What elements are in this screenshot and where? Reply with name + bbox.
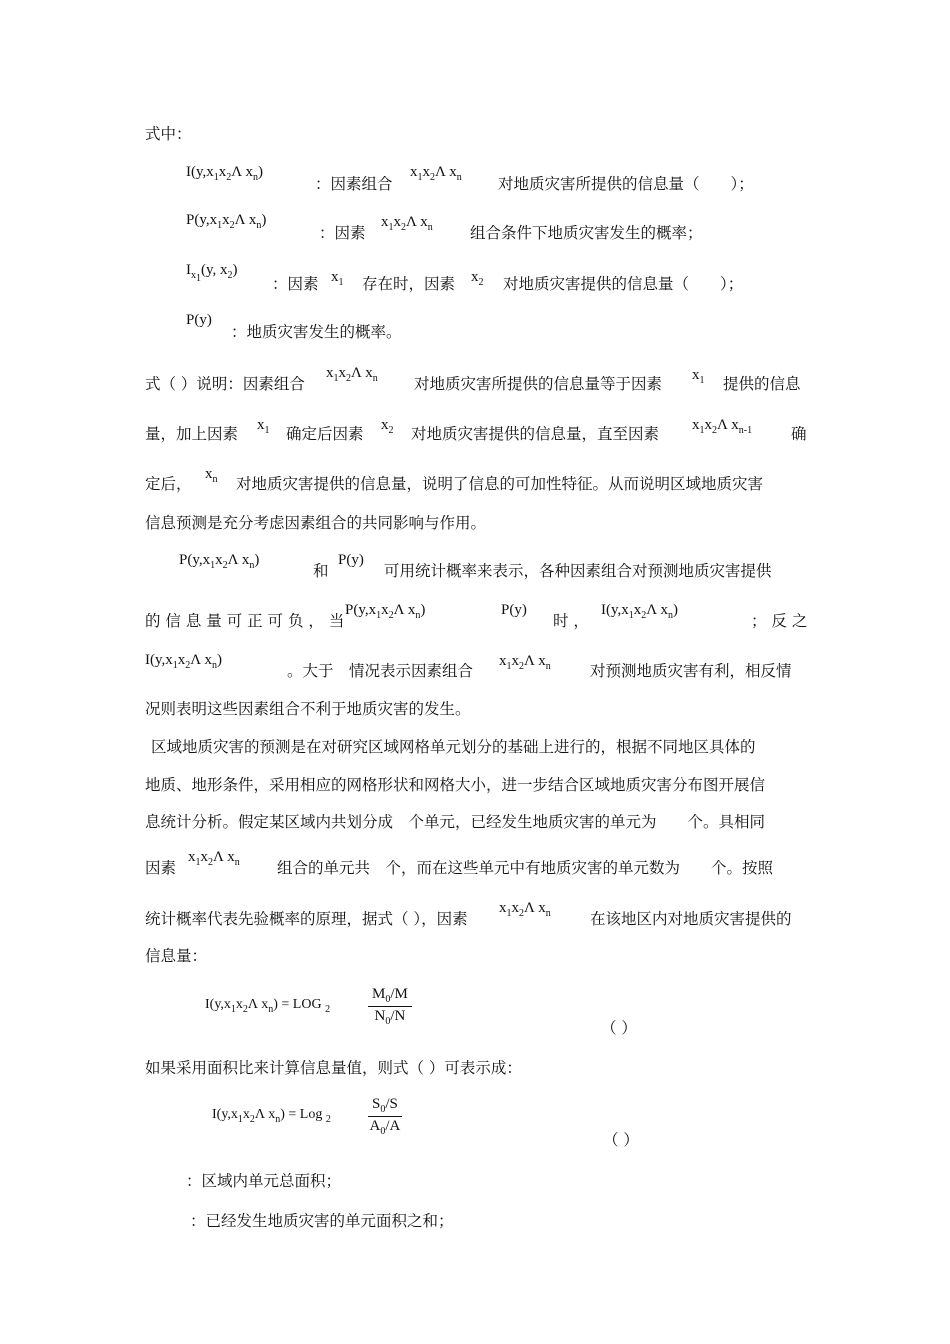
formula-x-combo: $x_1x_2\Lambda$ $x_n$ xyxy=(499,653,551,672)
text-line: 式（ ）说明：因素组合 xyxy=(145,375,305,393)
text-line: 。大于 情况表示因素组合 xyxy=(287,662,474,680)
text-line: ：地质灾害发生的概率。 xyxy=(231,323,402,341)
text-line: 组合的单元共 个，而在这些单元中有地质灾害的单元数为 个。按照 xyxy=(277,859,774,877)
text-line: ：区域内单元总面积； xyxy=(186,1172,342,1190)
formula-x-combo: $x_1x_2\Lambda$ $x_n$ xyxy=(188,849,240,868)
formula-P-y: P(y) xyxy=(338,552,364,568)
text-line: 量，加上因素 xyxy=(145,425,239,443)
text-line: 信息预测是充分考虑因素组合的共同影响与作用。 xyxy=(145,514,487,532)
text-line: 况则表明这些因素组合不利于地质灾害的发生。 xyxy=(145,700,471,718)
formula-P-y: P(y) xyxy=(501,602,527,618)
text-line: 和 xyxy=(313,562,329,580)
text-line: 地质、地形条件，采用相应的网格形状和网格大小，进一步结合区域地质灾害分布图开展信 xyxy=(145,776,766,794)
text-line: 存在时，因素 xyxy=(362,275,456,293)
formula-P-y-x: $P(y,x_1x_2\Lambda$ $x_n$) xyxy=(345,602,426,621)
formula-x2: $x_2$ xyxy=(381,417,394,436)
formula-x1: $x_1$ xyxy=(331,269,344,288)
formula-x1: $x_1$ xyxy=(257,417,270,436)
formula-x-combo: $x_1x_2\Lambda$ $x_n$ xyxy=(499,900,551,919)
text-line: 对地质灾害所提供的信息量等于因素 xyxy=(414,375,663,393)
formula-x-combo: $x_1x_2\Lambda$ $x_n$ xyxy=(410,164,462,183)
text-line: 对地质灾害提供的信息量，说明了信息的可加性特征。从而说明区域地质灾害 xyxy=(236,475,764,493)
text-line: 确 xyxy=(791,425,807,443)
formula-I-y-x: $I(y,x_1x_2\Lambda$ $x_n$) xyxy=(601,602,679,621)
text-line: 可用统计概率来表示，各种因素组合对预测地质灾害提供 xyxy=(384,562,772,580)
text-line: 定后， xyxy=(145,475,192,493)
text-line: ：已经发生地质灾害的单元面积之和； xyxy=(190,1212,454,1230)
text-line: ； 反 之 xyxy=(751,612,808,630)
text-line: 因素 xyxy=(145,859,177,877)
formula-I-y-x: $I(y,x_1x_2\Lambda$ $x_n$) xyxy=(186,164,264,183)
text-line: 组合条件下地质灾害发生的概率； xyxy=(470,224,703,242)
text-line: 信息量： xyxy=(145,947,208,965)
text-line: ：因素 xyxy=(272,275,319,293)
equation-2-fraction: $\frac{S_0/S}{A_0/A}$ xyxy=(369,1096,401,1137)
text-line: 对预测地质灾害有利，相反情 xyxy=(590,662,792,680)
formula-P-y: P(y) xyxy=(186,312,212,328)
text-line: 式中： xyxy=(145,125,192,143)
formula-P-y-x: $P(y,x_1x_2\Lambda$ $x_n$) xyxy=(186,212,267,231)
text-line: 息统计分析。假定某区域内共划分成 个单元，已经发生地质灾害的单元为 个。具相同 xyxy=(145,813,766,831)
text-line: 对地质灾害提供的信息量，直至因素 xyxy=(411,425,660,443)
equation-number: （ ） xyxy=(603,1131,639,1149)
text-line: ：因素组合 xyxy=(315,175,393,193)
equation-2-lhs: $I(y,x_1x_2\Lambda$ $x_n$) = Log $_2$ xyxy=(212,1107,331,1125)
text-line: 对地质灾害所提供的信息量（ ）； xyxy=(498,175,754,193)
formula-xn: $x_n$ xyxy=(205,466,218,485)
text-line: 时 ， xyxy=(553,612,589,630)
text-line: 统计概率代表先验概率的原理，据式（ ），因素 xyxy=(145,910,468,928)
text-line: 如果采用面积比来计算信息量值，则式（ ）可表示成： xyxy=(145,1059,522,1077)
formula-I-y-x: $I(y,x_1x_2\Lambda$ $x_n$) xyxy=(145,652,223,671)
text-line: 在该地区内对地质灾害提供的 xyxy=(590,910,792,928)
text-line: 区域地质灾害的预测是在对研究区域网格单元划分的基础上进行的，根据不同地区具体的 xyxy=(151,738,756,756)
text-line: 提供的信息 xyxy=(723,375,801,393)
formula-x-combo: $x_1x_2\Lambda$ $x_n$ xyxy=(381,214,433,233)
equation-1-lhs: $I(y,x_1x_2\Lambda$ $x_n$) = LOG $_2$ xyxy=(205,997,331,1015)
formula-x-combo-n-1: $x_1x_2\Lambda$ $x_{n-1}$ xyxy=(692,417,753,436)
formula-P-y-x: $P(y,x_1x_2\Lambda$ $x_n$) xyxy=(179,552,260,571)
formula-x2: $x_2$ xyxy=(471,269,484,288)
text-line: 对地质灾害提供的信息量（ ）； xyxy=(503,275,744,293)
text-line: ：因素 xyxy=(319,224,366,242)
formula-x-combo: $x_1x_2\Lambda$ $x_n$ xyxy=(326,365,378,384)
equation-number: （ ） xyxy=(601,1019,637,1037)
formula-I-x1: $I_{x_1}(y$, $x_2$) xyxy=(186,262,238,284)
text-line: 的 信 息 量 可 正 可 负 ， 当 xyxy=(145,612,345,630)
equation-1-fraction: $\frac{M_0/M}{N_0/N}$ xyxy=(368,986,412,1027)
formula-x1: $x_1$ xyxy=(692,367,705,386)
text-line: 确定后因素 xyxy=(286,425,364,443)
